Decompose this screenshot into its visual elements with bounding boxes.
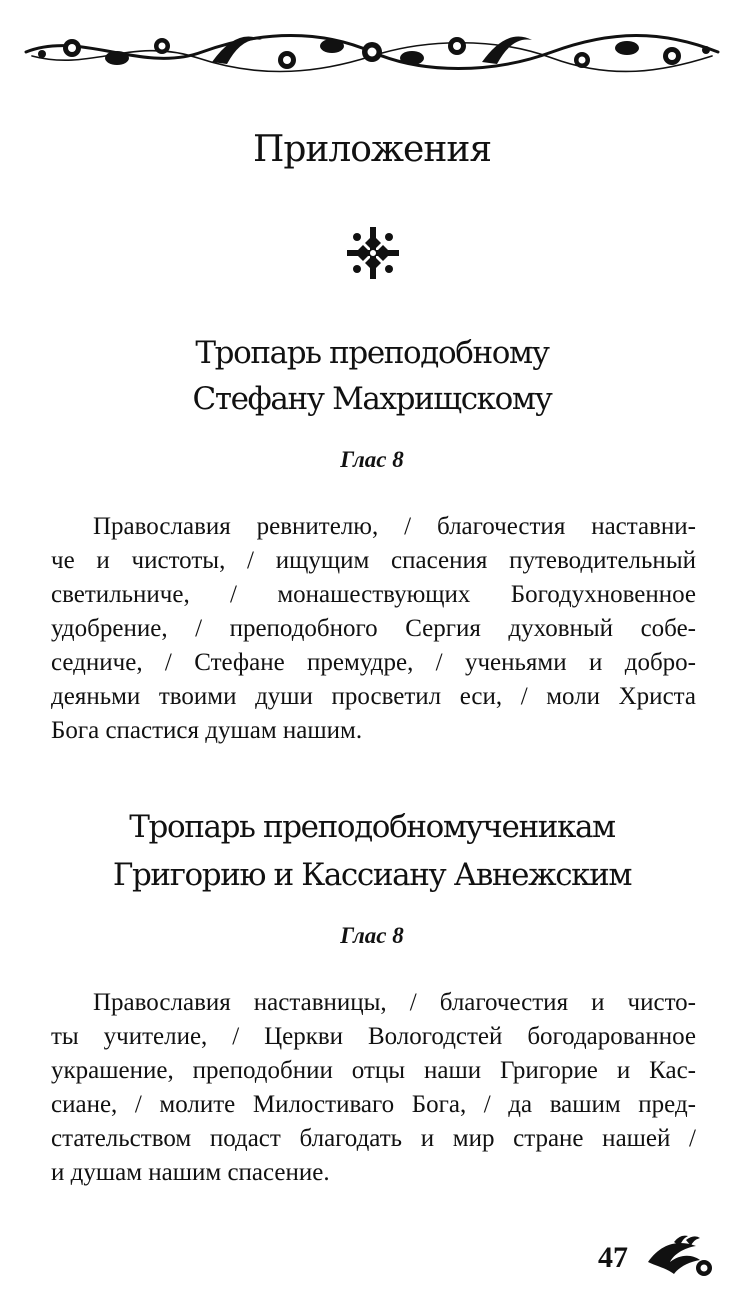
text-line: седниче, / Стефане премудре, / ученьями и добро- (51, 649, 696, 676)
text-line: деяньми твоими души просветил еси, / моли Христа (51, 683, 696, 710)
page-number: 47 (598, 1241, 628, 1274)
text-line: стательством подаст благодать и мир стране нашей / (51, 1125, 696, 1152)
troparion-heading-line: Тропарь преподобномученикам (129, 809, 615, 845)
corner-flourish-icon (644, 1232, 714, 1280)
text-line: удобрение, / преподобного Сергия духовный собе- (51, 615, 696, 642)
text-line: и душам нашим спасение. (51, 1159, 330, 1186)
tone-label: Глас 8 (340, 447, 404, 472)
troparion-heading-line: Стефану Махрищскому (192, 381, 552, 417)
tone-label: Глас 8 (340, 923, 404, 948)
text-line: Православия наставницы, / благочестия и чисто- (93, 989, 696, 1016)
section-title: Приложения (252, 129, 492, 170)
text-line: че и чистоты, / ищущим спасения путеводительный (51, 547, 696, 574)
troparion-heading-line: Тропарь преподобному (195, 335, 549, 371)
text-line: сиане, / молите Милостиваго Бога, / да вашим пред- (51, 1091, 696, 1118)
text-line: украшение, преподобнии отцы наши Григорие и Кас- (51, 1057, 696, 1084)
floral-border-ornament (22, 22, 722, 82)
text-line: Православия ревнителю, / благочестия наставни- (93, 513, 696, 540)
troparion-heading-line: Григорию и Кассиану Авнежским (112, 857, 632, 893)
text-line: Бога спастися душам нашим. (51, 717, 363, 744)
text-line: светильниче, / монашествующих Богодухновенное (51, 581, 696, 608)
text-line: ты учителие, / Церкви Вологодстей богодарованное (51, 1023, 696, 1050)
flower-ornament-icon (345, 225, 401, 281)
